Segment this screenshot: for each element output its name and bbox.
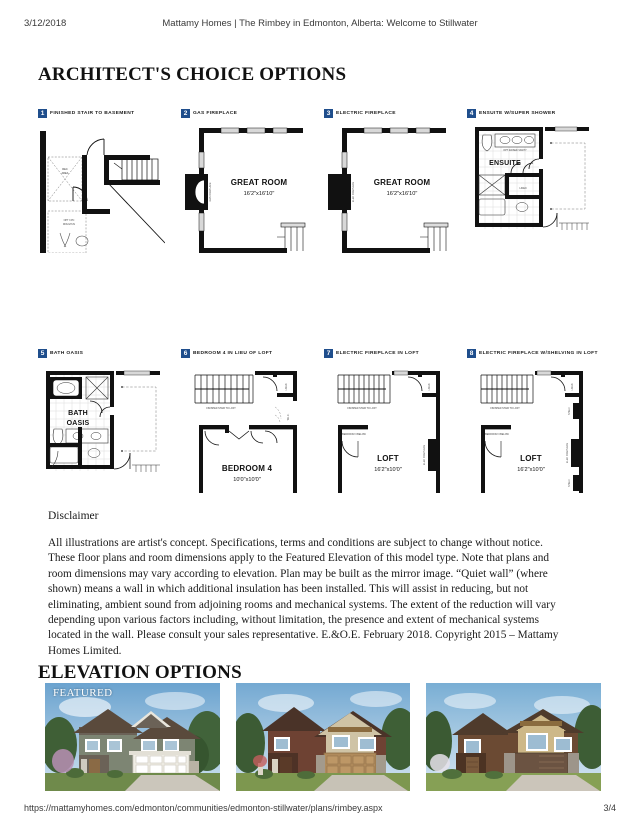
- disclaimer-body: All illustrations are artist's concept. Specifications, terms and conditions are subject to change without notice. These floor plans and room dimensions apply to the Featured Elevation of this model type. Note that plans and room dimensions may vary according to elevation. Plan may be built as the mirror image. “Quiet wall” (where shown) means a wall in which additional insulation has been installed. This will assist in reducing, but not eliminating, ambient sound from adjoining rooms and mechanical systems. The extent of the reduction will vary depending upon various factors including, without limitation, the presence and extent of mechanical systems located in the wall. Please consult your sales representative. E.&O.E. February 2018. Copyright 2015 – Mattamy Homes Limited.: [48, 537, 559, 657]
- room-dimensions: 16'2"x16'10": [386, 191, 418, 197]
- options-grid: [38, 108, 610, 493]
- page-url: https://mattamyhomes.com/edmonton/communities/edmonton-stillwater/plans/rimbey.aspx: [24, 803, 383, 813]
- svg-text:LINEN: LINEN: [571, 383, 574, 391]
- svg-text:FINISHED STAIR TO LOFT: FINISHED STAIR TO LOFT: [490, 407, 520, 410]
- svg-text:BEDROOM 3 BELOW: BEDROOM 3 BELOW: [485, 433, 509, 436]
- svg-text:GAS FIREPLACE: GAS FIREPLACE: [209, 182, 212, 202]
- svg-text:LINEN: LINEN: [519, 187, 527, 190]
- browser-print-footer: [0, 803, 640, 817]
- floorplan-3: [324, 123, 451, 253]
- option-label: FINISHED STAIR TO BASEMENT: [50, 110, 135, 116]
- option-header-8: [467, 348, 610, 358]
- svg-text:SHELF: SHELF: [568, 479, 571, 487]
- option-number-badge: 4: [467, 109, 476, 118]
- option-header-1: [38, 108, 181, 118]
- options-row-2: [38, 348, 610, 493]
- option-number-badge: 7: [324, 349, 333, 358]
- option-card-5[interactable]: [38, 348, 181, 493]
- option-label: GAS FIREPLACE: [193, 110, 238, 116]
- svg-text:REC: REC: [62, 168, 68, 171]
- room-dimensions: 16'2"x16'10": [243, 191, 275, 197]
- option-card-7[interactable]: [324, 348, 467, 493]
- option-number-badge: 1: [38, 109, 47, 118]
- option-header-5: [38, 348, 181, 358]
- option-header-4: [467, 108, 610, 118]
- room-name-line1: BATH: [68, 410, 88, 417]
- svg-text:OPT 3 PC: OPT 3 PC: [63, 219, 75, 222]
- elevation-image-2[interactable]: [236, 683, 411, 791]
- elevation-gallery: [45, 683, 601, 791]
- architects-choice-heading: ARCHITECT'S CHOICE OPTIONS: [38, 64, 347, 85]
- floorplan-8: [467, 363, 594, 493]
- option-label: ENSUITE W/SUPER SHOWER: [479, 110, 556, 116]
- floorplan-6: [181, 363, 308, 493]
- option-label: ELECTRIC FIREPLACE IN LOFT: [336, 350, 420, 356]
- option-number-badge: 2: [181, 109, 190, 118]
- option-card-3[interactable]: [324, 108, 467, 253]
- svg-text:LINEN: LINEN: [285, 383, 288, 391]
- option-card-1[interactable]: [38, 108, 181, 253]
- svg-text:ROUGH-IN: ROUGH-IN: [62, 223, 76, 226]
- svg-text:ELEC FIREPLACE: ELEC FIREPLACE: [423, 444, 426, 466]
- print-date: 3/12/2018: [24, 18, 67, 29]
- floorplan-2: [181, 123, 308, 253]
- floorplan-5: [38, 363, 165, 493]
- room-name: ENSUITE: [489, 160, 521, 167]
- option-label: ELECTRIC FIREPLACE: [336, 110, 396, 116]
- room-name-line2: OASIS: [66, 420, 90, 427]
- option-card-4[interactable]: [467, 108, 610, 253]
- room-name: BEDROOM 4: [221, 464, 273, 473]
- elevation-image-3[interactable]: [426, 683, 601, 791]
- page-number: 3/4: [603, 803, 616, 813]
- svg-text:AREA: AREA: [61, 172, 69, 175]
- floorplan-4: [467, 123, 594, 253]
- page-title: Mattamy Homes | The Rimbey in Edmonton, Alberta: Welcome to Stillwater: [162, 18, 478, 29]
- room-name: GREAT ROOM: [373, 178, 431, 187]
- svg-text:ELEC FIREPLACE: ELEC FIREPLACE: [352, 181, 355, 203]
- room-dimensions: 16'2"x10'0": [374, 467, 402, 473]
- svg-text:ELEC FIREPLACE: ELEC FIREPLACE: [566, 442, 569, 464]
- svg-text:OPT RAISED VANITY: OPT RAISED VANITY: [503, 149, 527, 152]
- svg-text:FINISHED STAIR TO LOFT: FINISHED STAIR TO LOFT: [347, 407, 377, 410]
- room-name: LOFT: [520, 454, 542, 463]
- option-card-8[interactable]: [467, 348, 610, 493]
- option-header-2: [181, 108, 324, 118]
- elevation-image-1[interactable]: [45, 683, 220, 791]
- svg-text:BEDROOM 3 BELOW: BEDROOM 3 BELOW: [342, 433, 366, 436]
- floorplan-7: [324, 363, 451, 493]
- option-number-badge: 6: [181, 349, 190, 358]
- featured-badge: FEATURED: [53, 687, 113, 699]
- option-label: BEDROOM 4 IN LIEU OF LOFT: [193, 350, 273, 356]
- option-label: BATH OASIS: [50, 350, 84, 356]
- options-row-1: [38, 108, 610, 253]
- option-number-badge: 3: [324, 109, 333, 118]
- option-card-2[interactable]: [181, 108, 324, 253]
- option-number-badge: 5: [38, 349, 47, 358]
- svg-text:LINEN: LINEN: [428, 383, 431, 391]
- room-name: LOFT: [377, 454, 399, 463]
- option-header-6: [181, 348, 324, 358]
- option-label: ELECTRIC FIREPLACE W/SHELVING IN LOFT: [479, 350, 598, 356]
- svg-text:W.I.C.: W.I.C.: [287, 413, 290, 421]
- disclaimer-heading: Disclaimer: [48, 510, 99, 522]
- option-header-3: [324, 108, 467, 118]
- room-name: GREAT ROOM: [230, 178, 288, 187]
- option-number-badge: 8: [467, 349, 476, 358]
- option-card-6[interactable]: [181, 348, 324, 493]
- option-header-7: [324, 348, 467, 358]
- svg-text:FINISHED STAIR TO LOFT: FINISHED STAIR TO LOFT: [206, 407, 236, 410]
- elevation-options-heading: ELEVATION OPTIONS: [38, 662, 242, 683]
- room-dimensions: 16'2"x10'0": [517, 467, 545, 473]
- room-dimensions: 10'0"x10'0": [233, 477, 261, 483]
- floorplan-1: [38, 123, 165, 253]
- svg-text:SHELF: SHELF: [568, 407, 571, 415]
